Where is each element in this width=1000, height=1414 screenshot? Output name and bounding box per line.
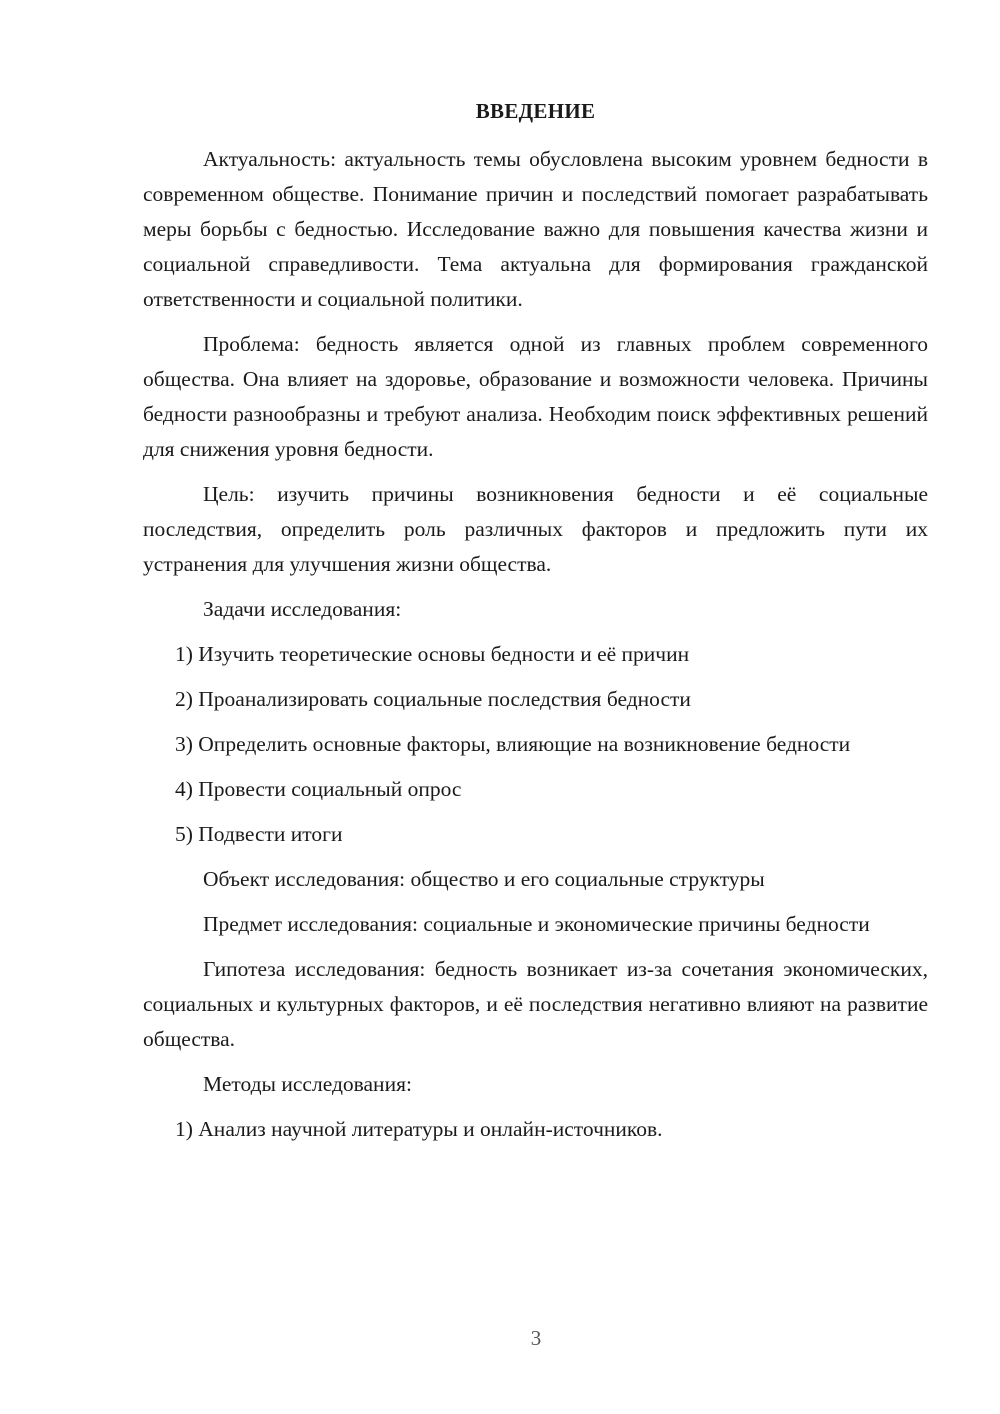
page-number: 3 [530,1326,542,1350]
method-item-1: 1) Анализ научной литературы и онлайн-источников. [175,1117,663,1141]
goal-paragraph: Цель: изучить причины возникновения бедности и её социальные последствия, определить роль различных факторов и предложить пути их устранения для улучшения жизни общества. [143,482,928,576]
problem-paragraph: Проблема: бедность является одной из главных проблем современного общества. Она влияет на здоровье, образование и возможности человека. Причины бедности разнообразны и требуют анализа. Необходим поиск эффективных решений для снижения уровня бедности. [143,332,928,461]
task-item-4: 4) Провести социальный опрос [175,777,462,801]
task-item-5: 5) Подвести итоги [175,822,343,846]
task-item-3: 3) Определить основные факторы, влияющие на возникновение бедности [175,732,851,756]
tasks-heading: Задачи исследования: [203,597,402,621]
hypothesis-paragraph: Гипотеза исследования: бедность возникает из-за сочетания экономических, социальных и культурных факторов, и её последствия негативно влияют на развитие общества. [143,957,928,1051]
relevance-paragraph: Актуальность: актуальность темы обусловлена высоким уровнем бедности в современном обществе. Понимание причин и последствий помогает разрабатывать меры борьбы с бедностью. Исследование важно для повышения качества жизни и социальной справедливости. Тема актуальна для формирования гражданской ответственности и социальной политики. [143,147,928,311]
object-paragraph: Объект исследования: общество и его социальные структуры [203,867,765,891]
task-item-1: 1) Изучить теоретические основы бедности и её причин [175,642,690,666]
subject-paragraph: Предмет исследования: социальные и экономические причины бедности [203,912,870,936]
page-title: ВВЕДЕНИЕ [475,99,596,123]
document-page [143,94,928,1157]
task-item-2: 2) Проанализировать социальные последствия бедности [175,687,691,711]
methods-heading: Методы исследования: [203,1072,412,1096]
